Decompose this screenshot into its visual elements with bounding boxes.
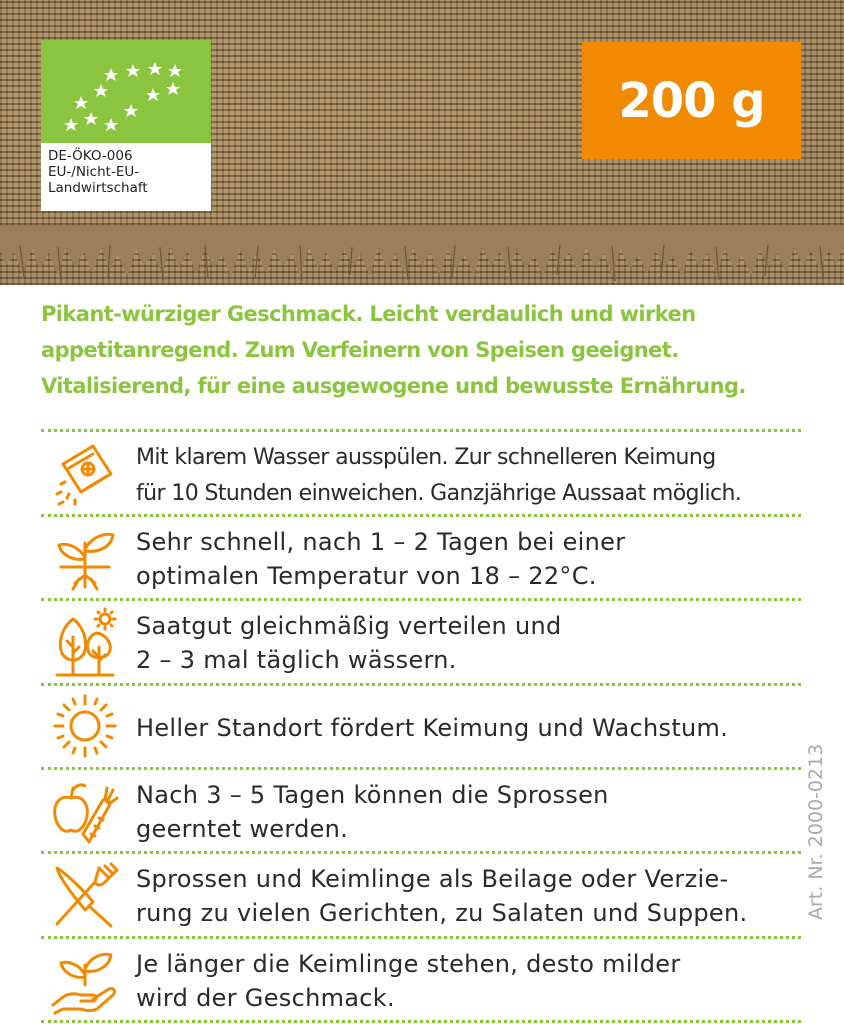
divider bbox=[41, 598, 801, 601]
apple-carrot-icon bbox=[49, 776, 121, 848]
sprout-roots-icon bbox=[49, 523, 121, 595]
instruction-line: Heller Standort fördert Keimung und Wachstum. bbox=[136, 714, 729, 742]
instruction-text bbox=[136, 778, 806, 846]
instruction-line: 2 – 3 mal täglich wässern. bbox=[136, 646, 457, 674]
instruction-line: für 10 Stunden einweichen. Ganzjährige Aussaat möglich. bbox=[136, 481, 742, 506]
instruction-line: geerntet werden. bbox=[136, 815, 349, 843]
instruction-line: wird der Geschmack. bbox=[136, 984, 395, 1012]
article-number: Art. Nr. 2000-0213 bbox=[805, 743, 827, 920]
certification-code bbox=[48, 148, 208, 196]
certification-code-line: Landwirtschaft bbox=[48, 180, 148, 196]
instruction-text bbox=[136, 440, 806, 512]
instruction-line: Mit klarem Wasser ausspülen. Zur schnelleren Keimung bbox=[136, 445, 716, 470]
trees-sun-icon bbox=[49, 607, 121, 679]
intro-line: appetitanregend. Zum Verfeinern von Speisen geeignet. bbox=[41, 338, 679, 362]
instruction-line: Sehr schnell, nach 1 – 2 Tagen bei einer bbox=[136, 528, 626, 556]
intro-line: Vitalisierend, für eine ausgewogene und bewusste Ernährung. bbox=[41, 374, 746, 398]
instruction-text bbox=[136, 947, 806, 1015]
certification-code-line: DE-ÖKO-006 bbox=[48, 148, 133, 164]
knife-fork-icon bbox=[49, 860, 121, 932]
eu-organic-logo bbox=[41, 40, 211, 211]
eu-leaf-stars-icon bbox=[41, 40, 211, 143]
hand-sprout-icon bbox=[49, 945, 121, 1017]
instruction-line: Sprossen und Keimlinge als Beilage oder Verzie- bbox=[136, 865, 729, 893]
sun-icon bbox=[49, 690, 121, 762]
divider bbox=[41, 767, 801, 770]
instruction-line: rung zu vielen Gerichten, zu Salaten und Suppen. bbox=[136, 899, 748, 927]
weight-badge: 200 g bbox=[582, 42, 801, 159]
instruction-line: Saatgut gleichmäßig verteilen und bbox=[136, 612, 562, 640]
instruction-line: Nach 3 – 5 Tagen können die Sprossen bbox=[136, 781, 609, 809]
divider bbox=[41, 936, 801, 939]
divider bbox=[41, 514, 801, 517]
instruction-text bbox=[136, 711, 806, 745]
intro-text bbox=[41, 296, 811, 404]
instruction-line: Je länger die Keimlinge stehen, desto milder bbox=[136, 950, 681, 978]
divider bbox=[41, 1020, 801, 1023]
intro-line: Pikant-würziger Geschmack. Leicht verdaulich und wirken bbox=[41, 302, 696, 326]
divider bbox=[41, 429, 801, 432]
burlap-fringe bbox=[0, 225, 844, 285]
certification-code-line: EU-/Nicht-EU- bbox=[48, 164, 140, 180]
divider bbox=[41, 851, 801, 854]
seed-packet-icon bbox=[49, 438, 121, 510]
divider bbox=[41, 683, 801, 686]
instruction-line: optimalen Temperatur von 18 – 22°C. bbox=[136, 562, 597, 590]
instruction-text bbox=[136, 609, 806, 677]
instruction-text bbox=[136, 862, 806, 930]
instruction-text bbox=[136, 525, 806, 593]
